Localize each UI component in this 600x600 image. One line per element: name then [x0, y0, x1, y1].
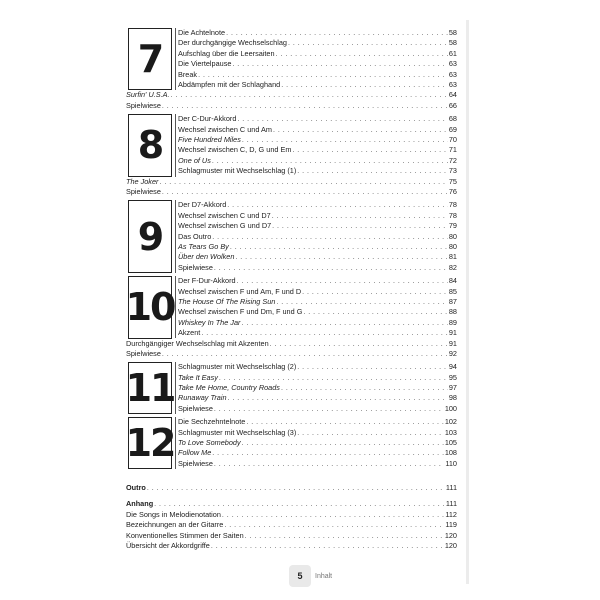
entry-page: 71 — [448, 145, 457, 155]
entry-title: Follow Me — [178, 448, 212, 458]
dot-leader — [147, 484, 445, 494]
entry-title: Über den Wolken — [178, 252, 235, 262]
toc-entry[interactable] — [176, 59, 457, 69]
toc-entry[interactable] — [176, 28, 457, 38]
toc-entry[interactable] — [176, 242, 457, 252]
entry-title: Surfin' U.S.A. — [126, 90, 170, 100]
toc-entry[interactable] — [124, 510, 457, 520]
entry-page: 63 — [448, 59, 457, 69]
entry-title: Wechsel zwischen C, D, G und Em — [178, 145, 292, 155]
toc-entry-outro[interactable] — [124, 483, 457, 493]
entry-title: As Tears Go By — [178, 241, 229, 251]
dot-leader — [241, 319, 447, 329]
toc-entry[interactable] — [176, 328, 457, 338]
entry-title: Spielwiese — [178, 262, 213, 272]
toc-entry-anhang[interactable] — [124, 499, 457, 509]
entry-title: Spielwiese — [126, 100, 161, 110]
toc-entry[interactable] — [176, 49, 457, 59]
toc-entry[interactable] — [124, 541, 457, 551]
dot-leader — [303, 308, 448, 318]
entry-page: 76 — [448, 186, 457, 196]
toc-entry[interactable] — [176, 417, 457, 427]
entry-page: 111 — [445, 499, 457, 509]
chapter-entries — [175, 114, 457, 176]
entry-page: 81 — [448, 252, 457, 262]
dot-leader — [212, 449, 444, 459]
entry-page: 95 — [448, 372, 457, 382]
entry-page: 88 — [448, 307, 457, 317]
entry-title: Wechsel zwischen F und Dm, F und G — [178, 307, 303, 317]
entry-page: 94 — [448, 362, 457, 372]
entry-page: 63 — [448, 69, 457, 79]
entry-page: 84 — [448, 276, 457, 286]
entry-title: Aufschlag über die Leersaiten — [178, 48, 275, 58]
entry-title: Die Songs in Melodienotation — [126, 509, 221, 519]
toc-entry[interactable] — [176, 211, 457, 221]
toc-entry[interactable] — [176, 38, 457, 48]
toc-entry[interactable] — [176, 428, 457, 438]
toc-entry[interactable] — [176, 318, 457, 328]
dot-leader — [272, 212, 448, 222]
dot-leader — [235, 253, 447, 263]
toc-entry[interactable] — [176, 252, 457, 262]
entry-title: Anhang — [126, 499, 154, 509]
dot-leader — [214, 264, 448, 274]
chapter-entries — [175, 276, 457, 338]
entry-page: 108 — [444, 448, 457, 458]
toc-entry[interactable] — [176, 135, 457, 145]
section-label: Inhalt — [315, 572, 333, 580]
dot-leader — [276, 50, 448, 60]
entry-title: Durchgängiger Wechselschlag mit Akzenten — [126, 338, 269, 348]
dot-leader — [245, 532, 444, 542]
chapter-block — [124, 362, 457, 414]
chapter-block — [124, 417, 457, 469]
entry-page: 102 — [444, 417, 457, 427]
entry-title: Abdämpfen mit der Schlaghand — [178, 79, 281, 89]
entry-page: 105 — [444, 438, 457, 448]
entry-title: Wechsel zwischen C und D7 — [178, 210, 271, 220]
dot-leader — [230, 243, 448, 253]
entry-page: 68 — [448, 114, 457, 124]
entry-title: Spielwiese — [126, 186, 161, 196]
entry-title: Bezeichnungen an der Gitarre — [126, 520, 224, 530]
entry-title: Wechsel zwischen G und D7 — [178, 221, 272, 231]
toc-entry[interactable] — [176, 166, 457, 176]
toc-entry[interactable] — [124, 177, 457, 187]
chapter-block — [124, 200, 457, 273]
toc-entry[interactable] — [176, 438, 457, 448]
entry-page: 97 — [448, 383, 457, 393]
entry-title: Der F-Dur-Akkord — [178, 276, 236, 286]
entry-page: 87 — [448, 296, 457, 306]
dot-leader — [272, 222, 448, 232]
toc-entry[interactable] — [124, 531, 457, 541]
dot-leader — [214, 460, 444, 470]
chapter-entries — [175, 362, 457, 414]
dot-leader — [224, 521, 444, 531]
entry-page: 110 — [445, 458, 457, 468]
entry-title: Konventionelles Stimmen der Saiten — [126, 530, 244, 540]
toc-entry[interactable] — [176, 232, 457, 242]
dot-leader — [211, 542, 444, 552]
entry-page: 92 — [448, 348, 457, 358]
toc-entry[interactable] — [124, 187, 457, 197]
chapter-number-box: 10 — [128, 276, 172, 338]
entry-page: 70 — [448, 134, 457, 144]
toc-entry[interactable] — [176, 125, 457, 135]
entry-title: The House Of The Rising Sun — [178, 296, 276, 306]
entry-title: Outro — [126, 483, 146, 492]
entry-page: 120 — [444, 530, 457, 540]
entry-page: 100 — [444, 403, 457, 413]
entry-page: 112 — [445, 509, 457, 519]
chapter-number-box: 12 — [128, 417, 172, 469]
dot-leader — [162, 350, 448, 360]
entry-page: 69 — [448, 124, 457, 134]
dot-leader — [273, 126, 448, 136]
toc-entry[interactable] — [176, 459, 457, 469]
toc-entry[interactable] — [176, 145, 457, 155]
entry-title: Take Me Home, Country Roads — [178, 383, 280, 393]
entry-title: Whiskey In The Jar — [178, 317, 241, 327]
chapter-number-box: 9 — [128, 200, 172, 273]
entry-title: Wechsel zwischen F und Am, F und D — [178, 286, 302, 296]
entry-page: 58 — [448, 38, 457, 48]
entry-page: 120 — [444, 540, 457, 550]
toc-entry[interactable] — [176, 287, 457, 297]
entry-title: Schlagmuster mit Wechselschlag (3) — [178, 427, 297, 437]
chapter-number-box: 7 — [128, 28, 172, 90]
entry-title: Die Achtelnote — [178, 28, 226, 37]
page-footer — [289, 565, 332, 587]
dot-leader — [212, 233, 448, 243]
toc-entry[interactable] — [124, 101, 457, 111]
entry-page: 89 — [448, 317, 457, 327]
chapter-extra-entries — [124, 339, 457, 360]
dot-leader — [297, 429, 444, 439]
chapter-entries — [175, 417, 457, 469]
toc-entry[interactable] — [176, 448, 457, 458]
dot-leader — [242, 439, 444, 449]
dot-leader — [281, 384, 448, 394]
entry-title: One of Us — [178, 155, 211, 165]
entry-title: Runaway Train — [178, 393, 227, 403]
entry-page: 82 — [448, 262, 457, 272]
entry-page: 79 — [448, 221, 457, 231]
entry-page: 72 — [448, 155, 457, 165]
entry-page: 103 — [444, 427, 457, 437]
entry-title: Take It Easy — [178, 372, 218, 382]
dot-leader — [159, 178, 447, 188]
toc-entry[interactable] — [176, 276, 457, 286]
dot-leader — [302, 288, 448, 298]
entry-title: Akzent — [178, 328, 201, 338]
toc-entry[interactable] — [176, 362, 457, 372]
page-number: 5 — [289, 565, 311, 587]
chapter-number-box: 11 — [128, 362, 172, 414]
dot-leader — [222, 511, 444, 521]
toc-entry[interactable] — [176, 373, 457, 383]
entry-page: 58 — [448, 28, 457, 37]
toc-entry[interactable] — [176, 263, 457, 273]
appendix-section — [124, 483, 457, 551]
entry-page: 78 — [448, 210, 457, 220]
entry-title: Übersicht der Akkordgriffe — [126, 540, 210, 550]
toc-entry[interactable] — [176, 383, 457, 393]
dot-leader — [214, 405, 444, 415]
entry-page: 61 — [448, 48, 457, 58]
dot-leader — [288, 39, 448, 49]
entry-page: 73 — [448, 166, 457, 176]
entry-page: 91 — [448, 328, 457, 338]
entry-title: Spielwiese — [178, 458, 213, 468]
entry-page: 75 — [448, 176, 457, 186]
entry-page: 80 — [448, 231, 457, 241]
appendix-entries — [124, 510, 457, 552]
toc-entry[interactable] — [124, 520, 457, 530]
entry-title: Break — [178, 69, 198, 79]
entry-page: 85 — [448, 286, 457, 296]
entry-title: Schlagmuster mit Wechselschlag (2) — [178, 362, 297, 372]
entry-title: Spielwiese — [178, 403, 213, 413]
toc-entry[interactable] — [176, 80, 457, 90]
entry-title: Five Hundred Miles — [178, 134, 241, 144]
dot-leader — [228, 394, 448, 404]
chapter-entries — [175, 28, 457, 90]
toc-entry[interactable] — [176, 156, 457, 166]
entry-page: 91 — [448, 338, 457, 348]
chapter-extra-entries — [124, 90, 457, 111]
dot-leader — [292, 146, 447, 156]
entry-page: 119 — [445, 520, 457, 530]
entry-page: 80 — [448, 241, 457, 251]
toc-entry[interactable] — [176, 114, 457, 124]
entry-page: 98 — [448, 393, 457, 403]
entry-title: Spielwiese — [126, 348, 161, 358]
toc-entry[interactable] — [176, 393, 457, 403]
entry-page: 78 — [448, 200, 457, 210]
dot-leader — [171, 91, 448, 101]
entry-title: Die Viertelpause — [178, 59, 232, 69]
toc-entry[interactable] — [124, 90, 457, 100]
toc-entry[interactable] — [176, 297, 457, 307]
chapter-block — [124, 28, 457, 90]
entry-page: 111 — [445, 483, 457, 492]
entry-title: Der C-Dur-Akkord — [178, 114, 237, 124]
entry-page: 63 — [448, 79, 457, 89]
chapter-block — [124, 114, 457, 176]
chapter-list — [124, 28, 457, 469]
page-edge-shadow — [466, 20, 469, 584]
chapter-entries — [175, 200, 457, 273]
entry-title: Wechsel zwischen C und Am — [178, 124, 272, 134]
entry-title: The Joker — [126, 176, 159, 186]
chapter-extra-entries — [124, 177, 457, 198]
toc-page — [124, 28, 457, 588]
toc-entry[interactable] — [176, 404, 457, 414]
chapter-block — [124, 276, 457, 338]
dot-leader — [297, 363, 448, 373]
toc-entry[interactable] — [124, 339, 457, 349]
entry-title: Schlagmuster mit Wechselschlag (1) — [178, 166, 297, 176]
dot-leader — [162, 102, 448, 112]
toc-entry[interactable] — [176, 70, 457, 80]
dot-leader — [162, 188, 448, 198]
entry-title: Der D7-Akkord — [178, 200, 227, 210]
entry-title: Der durchgängige Wechselschlag — [178, 38, 287, 48]
chapter-number-box: 8 — [128, 114, 172, 176]
toc-entry[interactable] — [124, 349, 457, 359]
toc-entry[interactable] — [176, 221, 457, 231]
toc-entry[interactable] — [176, 307, 457, 317]
dot-leader — [232, 60, 447, 70]
entry-title: Die Sechzehntelnote — [178, 417, 246, 427]
entry-title: Das Outro — [178, 231, 212, 241]
toc-entry[interactable] — [176, 200, 457, 210]
entry-title: To Love Somebody — [178, 438, 241, 448]
entry-page: 64 — [448, 90, 457, 100]
dot-leader — [270, 340, 448, 350]
entry-page: 66 — [448, 100, 457, 110]
